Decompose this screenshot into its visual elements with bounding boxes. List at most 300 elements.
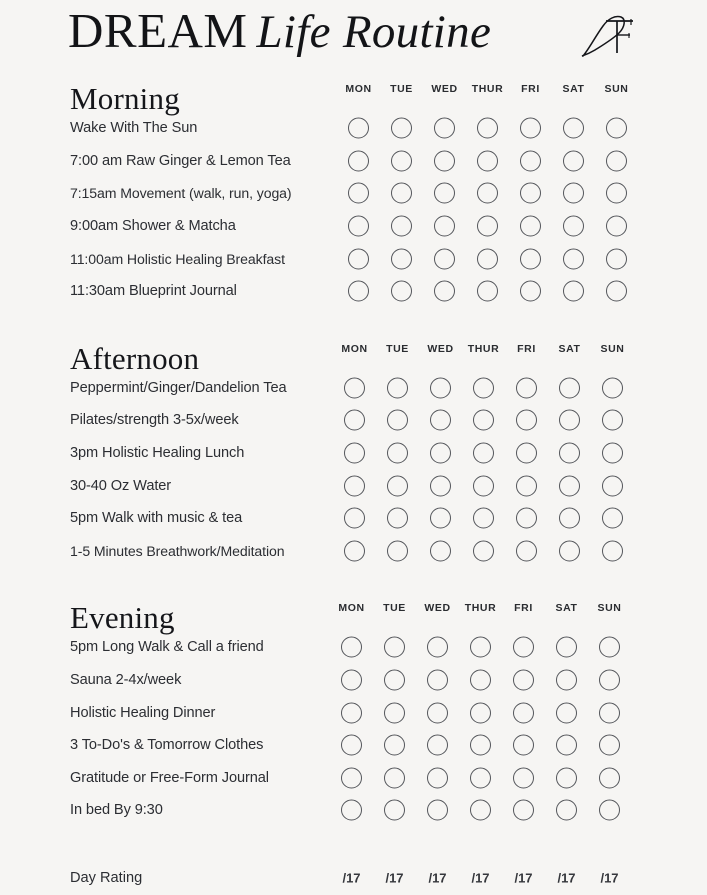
check-cell-sun[interactable]: [588, 800, 631, 821]
checkbox-circle[interactable]: [344, 377, 365, 398]
checkbox-circle[interactable]: [348, 216, 369, 237]
checkbox-circle[interactable]: [427, 800, 448, 821]
check-cell-tue[interactable]: [373, 767, 416, 788]
check-cell-fri[interactable]: [509, 183, 552, 204]
checkbox-circle[interactable]: [559, 410, 580, 431]
checkbox-circle[interactable]: [341, 767, 362, 788]
checkbox-circle[interactable]: [563, 118, 584, 139]
check-cell-sat[interactable]: [545, 637, 588, 658]
routine-row-label: 7:15am Movement (walk, run, yoga): [70, 185, 292, 202]
checkbox-circle[interactable]: [602, 377, 623, 398]
check-cell-tue[interactable]: [376, 410, 419, 431]
check-cell-sat[interactable]: [552, 216, 595, 237]
checkbox-circle[interactable]: [599, 735, 620, 756]
check-cell-tue[interactable]: [373, 735, 416, 756]
checkbox-circle[interactable]: [516, 443, 537, 464]
checkbox-circle[interactable]: [477, 118, 498, 139]
routine-row-label: 5pm Long Walk & Call a friend: [70, 639, 264, 656]
checkbox-circle[interactable]: [516, 475, 537, 496]
checkbox-circle[interactable]: [341, 670, 362, 691]
day-header-mon: MON: [338, 602, 365, 615]
check-cell-sat[interactable]: [548, 540, 591, 561]
check-cell-tue[interactable]: [376, 475, 419, 496]
check-cell-sat[interactable]: [552, 183, 595, 204]
checkbox-circle[interactable]: [559, 377, 580, 398]
check-cell-wed[interactable]: [419, 508, 462, 529]
checkbox-group: [330, 637, 631, 658]
check-cell-thur[interactable]: [462, 475, 505, 496]
checkbox-circle[interactable]: [477, 216, 498, 237]
checkbox-group: [337, 281, 638, 302]
checkbox-circle[interactable]: [563, 281, 584, 302]
check-cell-fri[interactable]: [509, 281, 552, 302]
check-cell-thur[interactable]: [462, 410, 505, 431]
check-cell-mon[interactable]: [337, 248, 380, 269]
check-cell-mon[interactable]: [333, 475, 376, 496]
checkbox-circle[interactable]: [391, 216, 412, 237]
check-cell-mon[interactable]: [333, 540, 376, 561]
check-cell-thur[interactable]: [466, 216, 509, 237]
check-cell-wed[interactable]: [416, 637, 459, 658]
checkbox-circle[interactable]: [606, 248, 627, 269]
checkbox-circle[interactable]: [563, 248, 584, 269]
checkbox-circle[interactable]: [387, 540, 408, 561]
checkbox-circle[interactable]: [563, 183, 584, 204]
check-cell-wed[interactable]: [416, 767, 459, 788]
check-cell-thur[interactable]: [462, 443, 505, 464]
check-cell-sat[interactable]: [545, 800, 588, 821]
check-cell-fri[interactable]: [505, 410, 548, 431]
check-cell-tue[interactable]: [380, 248, 423, 269]
check-cell-thur[interactable]: [466, 248, 509, 269]
check-cell-mon[interactable]: [333, 410, 376, 431]
check-cell-sun[interactable]: [588, 637, 631, 658]
checkbox-circle[interactable]: [341, 735, 362, 756]
check-cell-fri[interactable]: [505, 540, 548, 561]
routine-row: [0, 372, 707, 405]
check-cell-sat[interactable]: [552, 118, 595, 139]
checkbox-circle[interactable]: [384, 735, 405, 756]
checkbox-circle[interactable]: [387, 377, 408, 398]
check-cell-sun[interactable]: [595, 248, 638, 269]
check-cell-sun[interactable]: [588, 702, 631, 723]
check-cell-tue[interactable]: [380, 150, 423, 171]
checkbox-circle[interactable]: [384, 800, 405, 821]
check-cell-sat[interactable]: [552, 150, 595, 171]
day-header-sat: SAT: [562, 83, 585, 95]
checkbox-circle[interactable]: [430, 443, 451, 464]
check-cell-sun[interactable]: [588, 735, 631, 756]
day-rating-cell-wed[interactable]: /17: [428, 870, 447, 886]
checkbox-circle[interactable]: [556, 702, 577, 723]
check-cell-thur[interactable]: [466, 150, 509, 171]
check-cell-thur[interactable]: [466, 118, 509, 139]
checkbox-circle[interactable]: [520, 248, 541, 269]
check-cell-thur[interactable]: [459, 735, 502, 756]
checkbox-circle[interactable]: [559, 508, 580, 529]
checkbox-circle[interactable]: [599, 637, 620, 658]
checkbox-circle[interactable]: [606, 118, 627, 139]
checkbox-group: [333, 540, 634, 561]
check-cell-fri[interactable]: [505, 443, 548, 464]
day-rating-cell-thur[interactable]: /17: [471, 870, 490, 886]
check-cell-thur[interactable]: [459, 702, 502, 723]
checkbox-circle[interactable]: [556, 735, 577, 756]
check-cell-thur[interactable]: [466, 281, 509, 302]
check-cell-fri[interactable]: [509, 150, 552, 171]
checkbox-circle[interactable]: [344, 475, 365, 496]
routine-row: [0, 794, 707, 827]
check-cell-tue[interactable]: [373, 702, 416, 723]
checkbox-circle[interactable]: [430, 377, 451, 398]
check-cell-fri[interactable]: [509, 118, 552, 139]
check-cell-fri[interactable]: [502, 800, 545, 821]
check-cell-fri[interactable]: [509, 216, 552, 237]
check-cell-thur[interactable]: [462, 377, 505, 398]
checkbox-circle[interactable]: [391, 248, 412, 269]
checkbox-circle[interactable]: [599, 670, 620, 691]
checkbox-circle[interactable]: [559, 540, 580, 561]
checkbox-circle[interactable]: [387, 475, 408, 496]
checkbox-circle[interactable]: [520, 118, 541, 139]
day-rating-cell-tue[interactable]: /17: [385, 870, 404, 886]
day-rating-cell-sun[interactable]: /17: [600, 870, 619, 886]
checkbox-circle[interactable]: [477, 150, 498, 171]
day-header-tue: TUE: [383, 602, 406, 615]
check-cell-fri[interactable]: [505, 377, 548, 398]
checkbox-circle[interactable]: [341, 800, 362, 821]
check-cell-mon[interactable]: [330, 800, 373, 821]
checkbox-circle[interactable]: [391, 118, 412, 139]
check-cell-wed[interactable]: [419, 410, 462, 431]
check-cell-mon[interactable]: [330, 702, 373, 723]
checkbox-circle[interactable]: [344, 508, 365, 529]
check-cell-mon[interactable]: [330, 767, 373, 788]
checkbox-circle[interactable]: [427, 670, 448, 691]
check-cell-tue[interactable]: [380, 216, 423, 237]
checkbox-circle[interactable]: [520, 183, 541, 204]
checkbox-circle[interactable]: [434, 281, 455, 302]
checkbox-circle[interactable]: [599, 702, 620, 723]
section-afternoon: [0, 332, 707, 592]
checkbox-circle[interactable]: [344, 540, 365, 561]
check-cell-fri[interactable]: [502, 767, 545, 788]
checkbox-circle[interactable]: [470, 670, 491, 691]
checkbox-circle[interactable]: [384, 637, 405, 658]
routine-row-label: 11:00am Holistic Healing Breakfast: [70, 250, 285, 267]
check-cell-thur[interactable]: [462, 508, 505, 529]
checkbox-circle[interactable]: [473, 475, 494, 496]
checkbox-circle[interactable]: [473, 377, 494, 398]
check-cell-fri[interactable]: [502, 702, 545, 723]
check-cell-wed[interactable]: [423, 183, 466, 204]
checkbox-circle[interactable]: [556, 637, 577, 658]
checkbox-circle[interactable]: [513, 670, 534, 691]
checkbox-circle[interactable]: [434, 216, 455, 237]
check-cell-mon[interactable]: [333, 377, 376, 398]
routine-row: [0, 242, 707, 275]
checkbox-circle[interactable]: [602, 508, 623, 529]
routine-row-label: 9:00am Shower & Matcha: [70, 218, 236, 235]
check-cell-sun[interactable]: [591, 443, 634, 464]
checkbox-circle[interactable]: [427, 735, 448, 756]
checkbox-circle[interactable]: [513, 800, 534, 821]
checkbox-circle[interactable]: [473, 540, 494, 561]
checkbox-circle[interactable]: [387, 508, 408, 529]
checkbox-circle[interactable]: [387, 410, 408, 431]
checkbox-circle[interactable]: [563, 216, 584, 237]
checkbox-circle[interactable]: [513, 735, 534, 756]
day-header-tue: TUE: [386, 342, 409, 355]
check-cell-sun[interactable]: [591, 377, 634, 398]
checkbox-circle[interactable]: [520, 216, 541, 237]
checkbox-circle[interactable]: [477, 183, 498, 204]
checkbox-circle[interactable]: [427, 767, 448, 788]
check-cell-thur[interactable]: [459, 767, 502, 788]
checkbox-circle[interactable]: [606, 183, 627, 204]
day-rating-cell-mon[interactable]: /17: [342, 870, 361, 886]
check-cell-sun[interactable]: [591, 410, 634, 431]
check-cell-mon[interactable]: [337, 183, 380, 204]
check-cell-sat[interactable]: [545, 702, 588, 723]
day-header-row: [330, 602, 631, 614]
check-cell-wed[interactable]: [419, 377, 462, 398]
check-cell-thur[interactable]: [466, 183, 509, 204]
routine-row: [0, 631, 707, 664]
check-cell-mon[interactable]: [337, 118, 380, 139]
checkbox-circle[interactable]: [384, 702, 405, 723]
day-header-tue: TUE: [390, 83, 413, 95]
check-cell-fri[interactable]: [502, 637, 545, 658]
day-header-sat: SAT: [555, 602, 578, 615]
check-cell-wed[interactable]: [416, 800, 459, 821]
checkbox-circle[interactable]: [391, 281, 412, 302]
checkbox-circle[interactable]: [384, 767, 405, 788]
check-cell-sun[interactable]: [595, 183, 638, 204]
check-cell-sat[interactable]: [548, 508, 591, 529]
routine-row: [0, 210, 707, 243]
checkbox-circle[interactable]: [430, 508, 451, 529]
check-cell-sun[interactable]: [595, 118, 638, 139]
checkbox-circle[interactable]: [470, 702, 491, 723]
section-title: Evening: [70, 600, 175, 636]
checkbox-circle[interactable]: [602, 410, 623, 431]
check-cell-sun[interactable]: [595, 216, 638, 237]
checkbox-circle[interactable]: [344, 410, 365, 431]
checkbox-circle[interactable]: [430, 475, 451, 496]
checkbox-circle[interactable]: [391, 183, 412, 204]
routine-row: [0, 664, 707, 697]
checkbox-circle[interactable]: [516, 377, 537, 398]
checkbox-circle[interactable]: [477, 281, 498, 302]
checkbox-circle[interactable]: [387, 443, 408, 464]
check-cell-tue[interactable]: [380, 281, 423, 302]
check-cell-tue[interactable]: [380, 118, 423, 139]
checkbox-circle[interactable]: [434, 150, 455, 171]
check-cell-sun[interactable]: [595, 150, 638, 171]
check-cell-wed[interactable]: [423, 248, 466, 269]
check-cell-wed[interactable]: [423, 150, 466, 171]
checkbox-group: [333, 475, 634, 496]
checkbox-circle[interactable]: [348, 183, 369, 204]
checkbox-circle[interactable]: [341, 702, 362, 723]
checkbox-circle[interactable]: [434, 248, 455, 269]
checkbox-circle[interactable]: [430, 540, 451, 561]
check-cell-tue[interactable]: [373, 637, 416, 658]
section-header: [0, 332, 707, 376]
checkbox-circle[interactable]: [434, 183, 455, 204]
check-cell-sat[interactable]: [552, 248, 595, 269]
checkbox-circle[interactable]: [563, 150, 584, 171]
check-cell-sun[interactable]: [591, 508, 634, 529]
checkbox-circle[interactable]: [602, 443, 623, 464]
checkbox-circle[interactable]: [516, 540, 537, 561]
routine-row-label: 30-40 Oz Water: [70, 477, 172, 494]
checkbox-circle[interactable]: [559, 475, 580, 496]
check-cell-wed[interactable]: [419, 443, 462, 464]
checkbox-circle[interactable]: [348, 118, 369, 139]
checkbox-circle[interactable]: [391, 150, 412, 171]
checkbox-circle[interactable]: [606, 150, 627, 171]
check-cell-mon[interactable]: [330, 637, 373, 658]
checkbox-circle[interactable]: [559, 443, 580, 464]
check-cell-tue[interactable]: [376, 377, 419, 398]
routine-row-label: Sauna 2-4x/week: [70, 672, 182, 689]
check-cell-wed[interactable]: [423, 118, 466, 139]
check-cell-wed[interactable]: [423, 216, 466, 237]
check-cell-wed[interactable]: [416, 702, 459, 723]
checkbox-circle[interactable]: [556, 800, 577, 821]
checkbox-circle[interactable]: [430, 410, 451, 431]
check-cell-mon[interactable]: [333, 508, 376, 529]
checkbox-circle[interactable]: [516, 508, 537, 529]
checkbox-circle[interactable]: [513, 702, 534, 723]
checkbox-group: [333, 508, 634, 529]
day-header-mon: MON: [345, 83, 372, 95]
checkbox-circle[interactable]: [602, 540, 623, 561]
check-cell-sat[interactable]: [548, 443, 591, 464]
check-cell-sat[interactable]: [548, 410, 591, 431]
check-cell-wed[interactable]: [416, 670, 459, 691]
check-cell-sat[interactable]: [545, 767, 588, 788]
checkbox-circle[interactable]: [348, 281, 369, 302]
spacer: [0, 567, 707, 591]
checkbox-circle[interactable]: [470, 735, 491, 756]
checkbox-circle[interactable]: [602, 475, 623, 496]
routine-row-label: Peppermint/Ginger/Dandelion Tea: [70, 379, 287, 396]
check-cell-thur[interactable]: [459, 637, 502, 658]
check-cell-tue[interactable]: [373, 800, 416, 821]
check-cell-fri[interactable]: [502, 670, 545, 691]
check-cell-sat[interactable]: [552, 281, 595, 302]
checkbox-circle[interactable]: [470, 767, 491, 788]
day-rating-cell-fri[interactable]: /17: [514, 870, 533, 886]
day-header-sun: SUN: [604, 83, 629, 95]
check-cell-sat[interactable]: [548, 475, 591, 496]
check-cell-wed[interactable]: [416, 735, 459, 756]
check-cell-sun[interactable]: [591, 540, 634, 561]
checkbox-circle[interactable]: [434, 118, 455, 139]
check-cell-sun[interactable]: [588, 670, 631, 691]
checkbox-circle[interactable]: [513, 637, 534, 658]
checkbox-circle[interactable]: [473, 508, 494, 529]
checkbox-circle[interactable]: [470, 800, 491, 821]
check-cell-sun[interactable]: [588, 767, 631, 788]
checkbox-circle[interactable]: [477, 248, 498, 269]
check-cell-tue[interactable]: [376, 540, 419, 561]
checkbox-circle[interactable]: [427, 637, 448, 658]
checkbox-circle[interactable]: [556, 767, 577, 788]
checkbox-circle[interactable]: [520, 150, 541, 171]
check-cell-tue[interactable]: [373, 670, 416, 691]
checkbox-circle[interactable]: [384, 670, 405, 691]
day-header-row: [337, 83, 638, 95]
routine-row-label: Holistic Healing Dinner: [70, 704, 216, 721]
check-cell-fri[interactable]: [502, 735, 545, 756]
check-cell-fri[interactable]: [509, 248, 552, 269]
check-cell-tue[interactable]: [380, 183, 423, 204]
check-cell-fri[interactable]: [505, 475, 548, 496]
checkbox-circle[interactable]: [513, 767, 534, 788]
checkbox-circle[interactable]: [473, 410, 494, 431]
check-cell-mon[interactable]: [337, 281, 380, 302]
check-cell-wed[interactable]: [419, 540, 462, 561]
check-cell-thur[interactable]: [459, 800, 502, 821]
checkbox-circle[interactable]: [516, 410, 537, 431]
check-cell-mon[interactable]: [333, 443, 376, 464]
check-cell-sun[interactable]: [591, 475, 634, 496]
page-header: [0, 0, 707, 72]
day-rating-label: Day Rating: [70, 869, 143, 886]
day-rating-cell-sat[interactable]: /17: [557, 870, 576, 886]
checkbox-circle[interactable]: [606, 281, 627, 302]
check-cell-sat[interactable]: [548, 377, 591, 398]
day-header-fri: FRI: [521, 83, 540, 95]
page-title: [68, 3, 492, 58]
checkbox-circle[interactable]: [556, 670, 577, 691]
check-cell-tue[interactable]: [376, 443, 419, 464]
check-cell-wed[interactable]: [423, 281, 466, 302]
routine-row-label: 3pm Holistic Healing Lunch: [70, 445, 245, 462]
check-cell-wed[interactable]: [419, 475, 462, 496]
checkbox-circle[interactable]: [348, 150, 369, 171]
checkbox-circle[interactable]: [470, 637, 491, 658]
check-cell-mon[interactable]: [330, 735, 373, 756]
check-cell-sat[interactable]: [545, 735, 588, 756]
check-cell-mon[interactable]: [337, 150, 380, 171]
check-cell-sat[interactable]: [545, 670, 588, 691]
day-header-wed: WED: [424, 602, 451, 615]
checkbox-circle[interactable]: [427, 702, 448, 723]
check-cell-tue[interactable]: [376, 508, 419, 529]
checkbox-circle[interactable]: [344, 443, 365, 464]
routine-sections: [0, 72, 707, 851]
routine-row-label: Pilates/strength 3-5x/week: [70, 412, 239, 429]
checkbox-circle[interactable]: [599, 800, 620, 821]
checkbox-circle[interactable]: [348, 248, 369, 269]
check-cell-fri[interactable]: [505, 508, 548, 529]
checkbox-circle[interactable]: [473, 443, 494, 464]
check-cell-thur[interactable]: [459, 670, 502, 691]
checkbox-circle[interactable]: [606, 216, 627, 237]
check-cell-mon[interactable]: [330, 670, 373, 691]
checkbox-circle[interactable]: [341, 637, 362, 658]
check-cell-mon[interactable]: [337, 216, 380, 237]
checkbox-circle[interactable]: [520, 281, 541, 302]
check-cell-sun[interactable]: [595, 281, 638, 302]
check-cell-thur[interactable]: [462, 540, 505, 561]
checkbox-circle[interactable]: [599, 767, 620, 788]
